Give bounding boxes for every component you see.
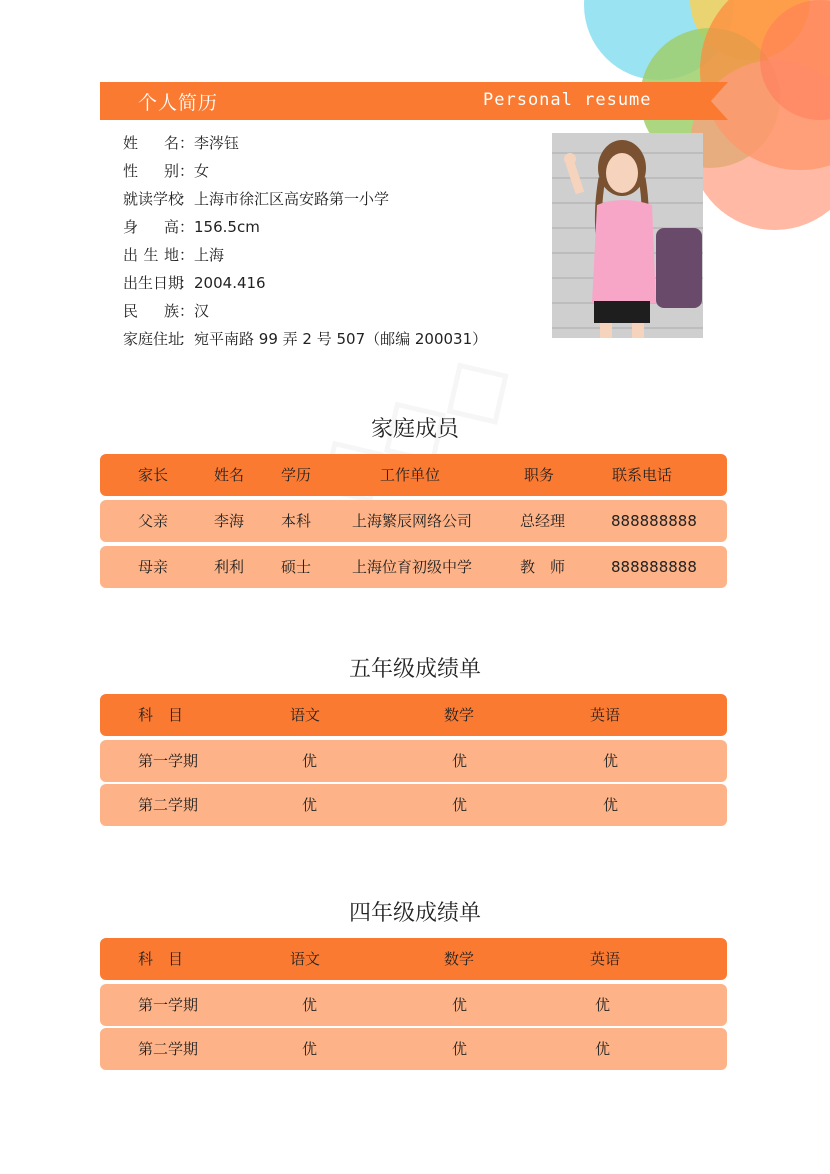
info-label: 就读学校	[123, 190, 184, 208]
family-section-title: 家庭成员	[370, 417, 459, 442]
table-cell: 李海	[214, 512, 245, 530]
header-cell: 科 目	[138, 706, 184, 724]
header-cell: 语文	[290, 950, 321, 968]
info-label: 出 生 地	[123, 246, 179, 264]
table-cell: 总经理	[520, 512, 566, 530]
table-cell: 父亲	[138, 512, 169, 530]
table-cell: 优	[595, 1040, 611, 1058]
info-row-school: 就读学校 ： 上海市徐汇区高安路第一小学	[123, 189, 487, 217]
table-cell: 第一学期	[138, 996, 199, 1014]
table-cell: 优	[595, 996, 611, 1014]
header-cell: 英语	[590, 950, 621, 968]
table-cell: 硕士	[281, 558, 312, 576]
table-cell: 第二学期	[138, 796, 199, 814]
table-row	[100, 784, 727, 826]
table-cell: 母亲	[138, 558, 169, 576]
info-row-height: 身 高 ： 156.5cm	[123, 217, 487, 245]
info-value: 李涔钰	[194, 134, 240, 152]
header-cell: 姓名	[214, 466, 245, 484]
table-row	[100, 740, 727, 782]
info-value: 汉	[194, 302, 210, 320]
header-cell: 数学	[444, 706, 475, 724]
grade5-section-title: 五年级成绩单	[348, 657, 481, 682]
header-cell: 职务	[524, 466, 555, 484]
header-cell: 语文	[290, 706, 321, 724]
table-cell: 优	[452, 996, 468, 1014]
family-table-header	[100, 454, 727, 496]
info-value: 上海市徐汇区高安路第一小学	[194, 190, 390, 208]
info-value: 宛平南路 99 弄 2 号 507（邮编 200031）	[194, 330, 488, 348]
header-cell: 英语	[590, 706, 621, 724]
table-cell: 优	[603, 796, 619, 814]
table-cell: 利利	[214, 558, 245, 576]
info-value: 2004.416	[194, 274, 266, 292]
resume-title-cn: 个人简历	[138, 92, 219, 114]
info-value: 上海	[194, 246, 225, 264]
resume-title-en: Personal resume	[483, 90, 652, 110]
table-cell: 888888888	[611, 512, 697, 530]
header-cell: 家长	[138, 466, 169, 484]
table-cell: 第一学期	[138, 752, 199, 770]
header-cell: 科 目	[138, 950, 184, 968]
header-cell: 工作单位	[380, 466, 441, 484]
table-cell: 888888888	[611, 558, 697, 576]
table-cell: 优	[302, 1040, 318, 1058]
info-row-birthdate: 出生日期 ： 2004.416	[123, 273, 487, 301]
table-cell: 优	[452, 1040, 468, 1058]
info-row-gender: 性 别 ： 女	[123, 161, 487, 189]
table-cell: 上海繁辰网络公司	[352, 512, 473, 530]
table-cell: 优	[302, 796, 318, 814]
header-cell: 学历	[281, 466, 312, 484]
info-row-ethnicity: 民 族 ： 汉	[123, 301, 487, 329]
table-cell: 优	[452, 752, 468, 770]
table-row	[100, 984, 727, 1026]
table-cell: 上海位育初级中学	[352, 558, 473, 576]
table-row	[100, 1028, 727, 1070]
info-row-address: 家庭住址 ： 宛平南路 99 弄 2 号 507（邮编 200031）	[123, 329, 487, 357]
info-row-birthplace: 出 生 地 ： 上海	[123, 245, 487, 273]
grade4-section-title: 四年级成绩单	[348, 901, 481, 926]
portrait-photo	[552, 133, 703, 338]
table-cell: 第二学期	[138, 1040, 199, 1058]
grade4-table-header	[100, 938, 727, 980]
table-cell: 优	[302, 996, 318, 1014]
header-cell: 联系电话	[612, 466, 673, 484]
header-cell: 数学	[444, 950, 475, 968]
info-label: 性 别	[123, 162, 179, 180]
info-value: 156.5cm	[194, 218, 260, 236]
info-value: 女	[194, 162, 210, 180]
personal-info-list	[123, 133, 487, 357]
info-row-name: 姓 名 ： 李涔钰	[123, 133, 487, 161]
table-cell: 优	[603, 752, 619, 770]
info-label: 家庭住址	[123, 330, 184, 348]
info-label: 出生日期	[123, 274, 184, 292]
table-cell: 优	[302, 752, 318, 770]
table-row	[100, 500, 727, 542]
info-label: 身 高	[123, 218, 179, 236]
info-label: 姓 名	[123, 134, 179, 152]
table-cell: 优	[452, 796, 468, 814]
info-label: 民 族	[123, 302, 179, 320]
grade5-table-header	[100, 694, 727, 736]
table-cell: 本科	[281, 512, 312, 530]
table-cell: 教 师	[520, 558, 566, 576]
table-row	[100, 546, 727, 588]
